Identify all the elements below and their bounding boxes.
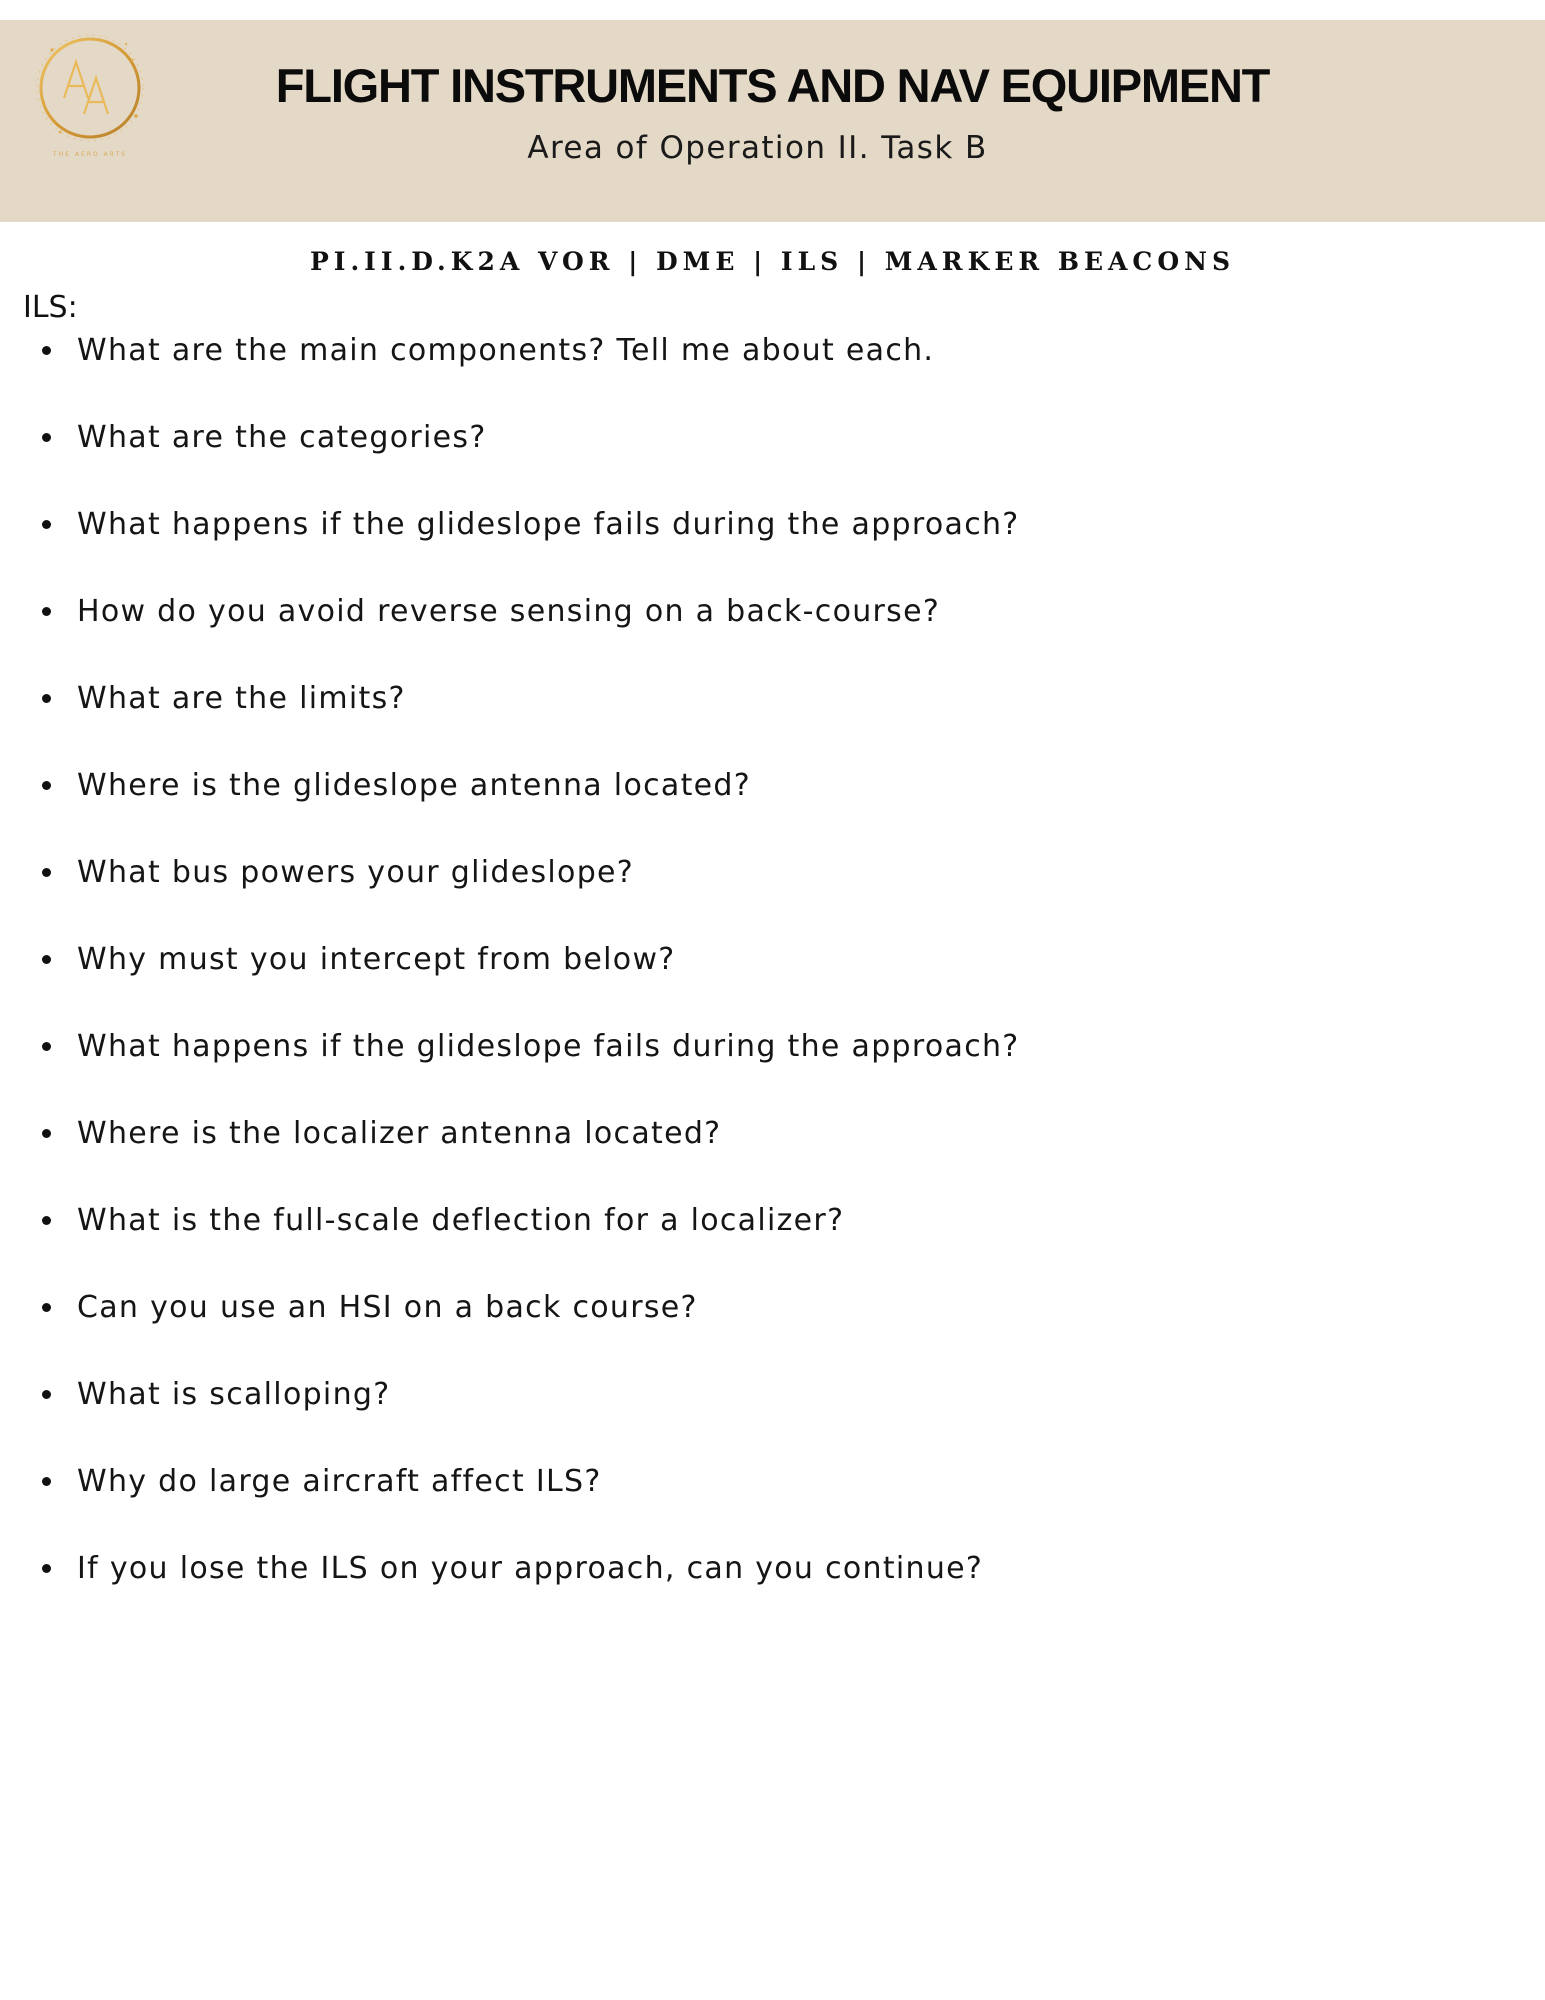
question-text: What happens if the glideslope fails during the approach? bbox=[77, 1029, 1020, 1064]
question-text: What is scalloping? bbox=[77, 1377, 391, 1412]
question-text: What happens if the glideslope fails during the approach? bbox=[77, 507, 1020, 542]
question-text: What are the main components? Tell me about each. bbox=[77, 333, 935, 368]
bullet-icon bbox=[42, 1390, 51, 1399]
header-band bbox=[0, 20, 1545, 222]
bullet-icon bbox=[42, 1216, 51, 1225]
section-heading: PI.II.D.K2A VOR | DME | ILS | MARKER BEACONS bbox=[309, 247, 1236, 276]
bullet-icon bbox=[42, 1477, 51, 1486]
question-text: What are the limits? bbox=[77, 681, 406, 716]
question-text: Why must you intercept from below? bbox=[77, 942, 676, 977]
bullet-icon bbox=[42, 607, 51, 616]
bullet-icon bbox=[42, 1564, 51, 1573]
question-text: Where is the localizer antenna located? bbox=[77, 1116, 722, 1151]
bullet-icon bbox=[42, 346, 51, 355]
bullet-icon bbox=[42, 694, 51, 703]
page-title: FLIGHT INSTRUMENTS AND NAV EQUIPMENT bbox=[275, 59, 1270, 112]
question-text: What is the full-scale deflection for a localizer? bbox=[77, 1203, 845, 1238]
bullet-icon bbox=[42, 433, 51, 442]
page-subtitle: Area of Operation II. Task B bbox=[527, 130, 988, 166]
bullet-icon bbox=[42, 1303, 51, 1312]
bullet-icon bbox=[42, 520, 51, 529]
question-text: What are the categories? bbox=[77, 420, 487, 455]
question-text: If you lose the ILS on your approach, can you continue? bbox=[77, 1551, 984, 1586]
question-text: Why do large aircraft affect ILS? bbox=[77, 1464, 602, 1499]
list-label: ILS: bbox=[23, 290, 78, 325]
bullet-icon bbox=[42, 868, 51, 877]
bullet-icon bbox=[42, 781, 51, 790]
bullet-icon bbox=[42, 955, 51, 964]
bullet-icon bbox=[42, 1042, 51, 1051]
question-text: What bus powers your glideslope? bbox=[77, 855, 635, 890]
question-text: Can you use an HSI on a back course? bbox=[77, 1290, 698, 1325]
bullet-icon bbox=[42, 1129, 51, 1138]
logo-caption: THE AERO ARTS bbox=[53, 151, 127, 158]
question-text: How do you avoid reverse sensing on a back-course? bbox=[77, 594, 941, 629]
question-text: Where is the glideslope antenna located? bbox=[77, 768, 751, 803]
